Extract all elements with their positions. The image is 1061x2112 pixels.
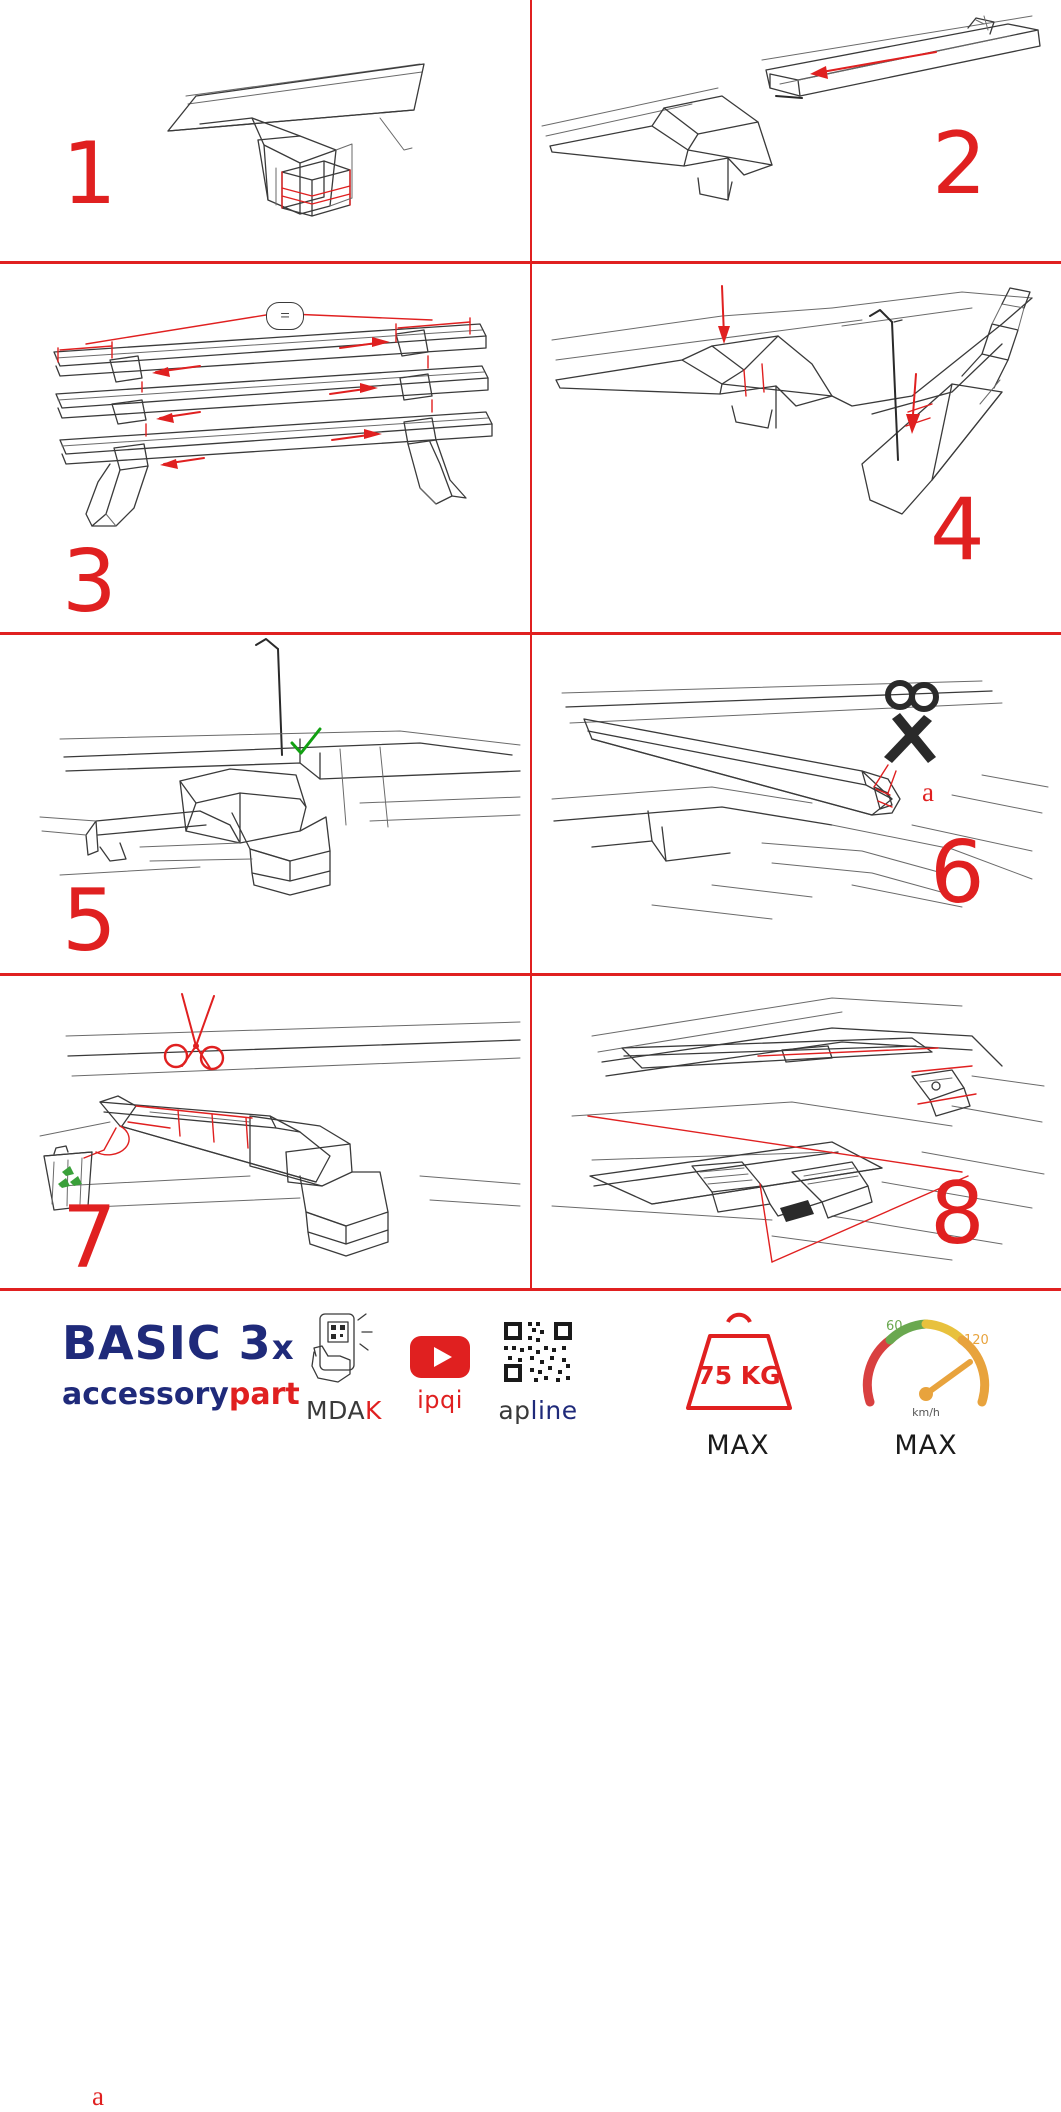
apline-part2: line [530,1396,578,1425]
step-3-panel [0,264,530,632]
speed-tick-high: 120 [964,1333,989,1348]
mdak-part1: MD [306,1396,348,1425]
hand-phone-qr-icon [292,1310,396,1388]
step-5-number: 5 [62,871,117,971]
equal-badge: = [266,302,304,330]
step-6-panel [532,635,1061,973]
step-4-number: 4 [930,480,985,580]
step-1-panel [0,0,530,261]
step-5-panel [0,635,530,973]
qr-code-icon[interactable] [478,1316,598,1388]
apline-part1: ap [498,1396,531,1425]
check-mark-icon [286,723,326,763]
brand-accessorypart [62,1377,300,1412]
brand-block [62,1316,300,1412]
label-a-step7: a [92,2081,104,2111]
brand-basic-title [62,1316,300,1370]
load-limit-value: 75 KG [697,1361,781,1390]
youtube-icon[interactable] [396,1328,484,1378]
logo-ipqi [396,1328,484,1414]
step-1-number: 1 [62,124,117,224]
logo-apline-label [478,1396,598,1425]
speed-limit-block [846,1302,1006,1461]
speedometer-icon [846,1302,1006,1424]
step-2-number: 2 [932,114,987,214]
step-8-panel [532,976,1061,1288]
step-8-number: 8 [930,1164,985,1264]
label-a-step6: a [922,777,934,807]
load-limit-label: MAX [706,1430,770,1461]
step-6-number: 6 [930,823,985,923]
footer [0,1288,1061,1500]
step-4-panel [532,264,1061,632]
speed-unit: km/h [912,1406,940,1419]
logo-apline [478,1316,598,1425]
step-3-number: 3 [62,532,117,632]
step-2-panel [532,0,1061,261]
speed-limit-label: MAX [894,1430,958,1461]
brand-basic-text: BASIC 3 [62,1316,272,1370]
speed-tick-low: 60 [886,1319,903,1334]
brand-accessory-text: accessory [62,1377,229,1412]
brand-basic-suffix: x [271,1328,295,1368]
brand-part-text: part [228,1377,300,1412]
step-7-number: 7 [62,1188,117,1288]
mdak-part3: K [365,1396,382,1425]
logo-mdak [292,1310,396,1425]
mdak-part2: A [347,1396,366,1425]
logo-ipqi-label: ipqi [417,1386,463,1414]
load-limit-block [658,1306,818,1461]
logo-mdak-label [292,1396,396,1425]
weight-icon [658,1306,818,1424]
